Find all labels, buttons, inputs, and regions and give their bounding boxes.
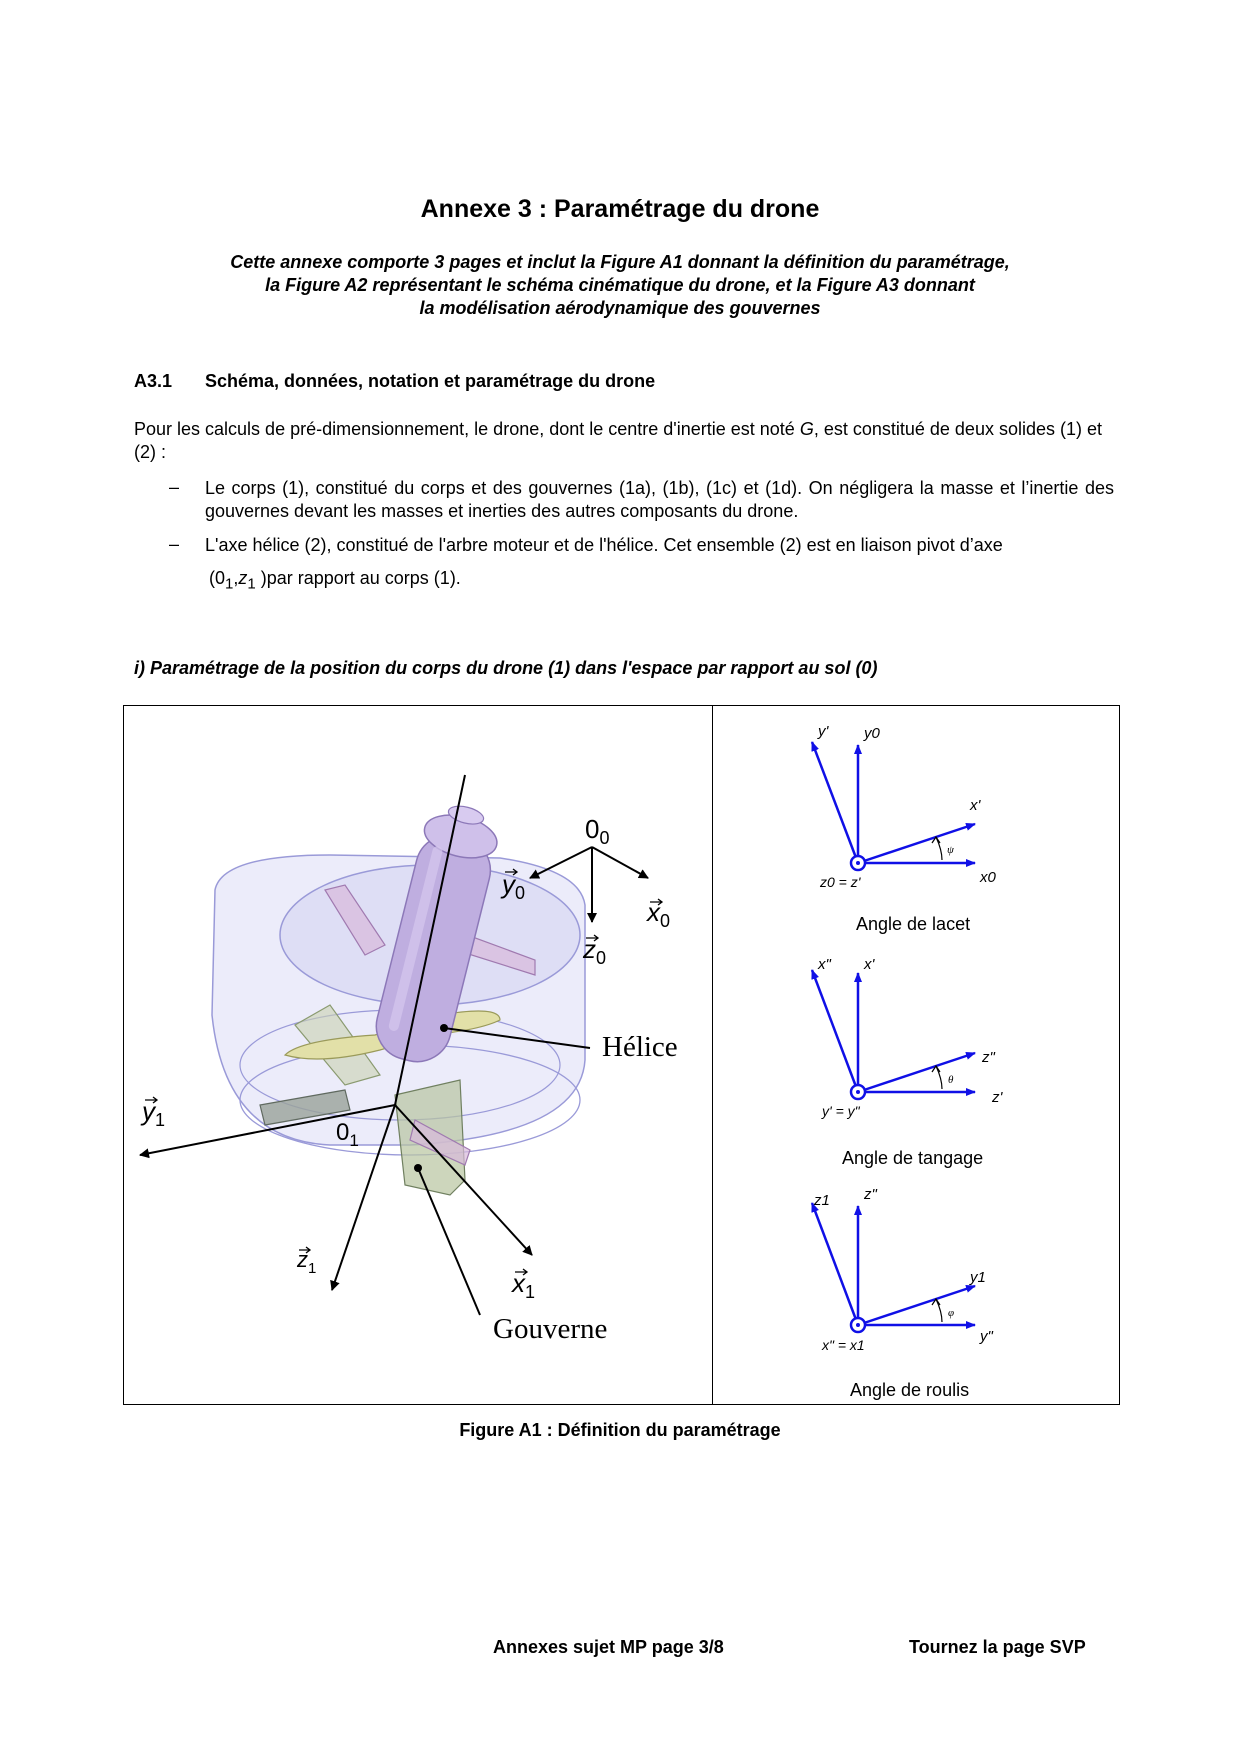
drone-drawing bbox=[140, 775, 648, 1315]
tangage-top-2: x' bbox=[864, 956, 875, 973]
pivot-open: (0 bbox=[209, 568, 226, 588]
label-y0: $y_0$ bbox=[502, 869, 526, 903]
label-z0: $z_0$ bbox=[583, 934, 607, 968]
page-title: Annexe 3 : Paramétrage du drone bbox=[420, 195, 820, 223]
intro-line-2: la Figure A2 représentant le schéma cinématique du drone, et la Figure A3 donnant bbox=[265, 275, 975, 295]
footer-page-number: Annexes sujet MP page 3/8 bbox=[493, 1637, 724, 1657]
roulis-top-2: z" bbox=[864, 1186, 877, 1203]
lacet-top-2: y0 bbox=[864, 725, 880, 742]
pivot-z: z bbox=[238, 568, 248, 588]
roulis-caption: Angle de roulis bbox=[850, 1380, 970, 1400]
pivot-comma: , bbox=[233, 568, 239, 588]
pivot-rest: par rapport au corps (1). bbox=[266, 568, 461, 588]
label-o0: $0_0$ bbox=[585, 814, 610, 848]
bullet-text-2: L'axe hélice (2), constitué de l'arbre moteur et de l'hélice. Cet ensemble (2) est en liaison pivot d’axe bbox=[205, 535, 1003, 555]
bullet-text-1: Le corps (1), constitué du corps et des gouvernes (1a), (1b), (1c) et (1d). On négligera la masse et l’inertie des gouvernes devant les masses et inerties des autres composants du drone. bbox=[205, 478, 1114, 521]
roulis-top-1: z1 bbox=[814, 1192, 830, 1209]
gouverne-leader-dot bbox=[414, 1164, 422, 1172]
paragraph-g: G bbox=[799, 419, 814, 439]
figure-caption: Figure A1 : Définition du paramétrage bbox=[459, 1420, 781, 1440]
bullet-marker-1: – bbox=[169, 477, 180, 497]
tangage-right-2: z' bbox=[992, 1089, 1003, 1106]
tangage-center: y' = y" bbox=[822, 1103, 860, 1119]
lacet-center: z0 = z' bbox=[820, 874, 861, 890]
roulis-center: x" = x1 bbox=[822, 1337, 865, 1353]
pivot-sub-1: 1 bbox=[225, 575, 234, 593]
axis-y0 bbox=[530, 847, 592, 878]
tangage-top-1: x" bbox=[818, 956, 831, 973]
axis-x0 bbox=[592, 847, 648, 878]
lacet-top-1: y' bbox=[818, 723, 829, 740]
label-z1: $z_1$ bbox=[297, 1247, 317, 1277]
section-title: Schéma, données, notation et paramétrage du drone bbox=[205, 371, 656, 391]
label-y1: $y_1$ bbox=[142, 1096, 166, 1130]
lacet-angle: ψ bbox=[947, 844, 954, 856]
tangage-angle: θ bbox=[948, 1074, 954, 1086]
lacet-right-1: x' bbox=[970, 797, 981, 814]
bullet-marker-2: – bbox=[169, 534, 180, 554]
section-number: A3.1 bbox=[134, 371, 173, 391]
pivot-sub-2: 1 bbox=[247, 575, 256, 593]
tangage-right-1: z" bbox=[982, 1049, 995, 1066]
intro-line-1: Cette annexe comporte 3 pages et inclut la Figure A1 donnant la définition du paramétrage, bbox=[230, 252, 1010, 272]
label-o1: $0_1$ bbox=[336, 1119, 359, 1150]
tangage-caption: Angle de tangage bbox=[842, 1148, 984, 1168]
pivot-close: ) bbox=[255, 568, 267, 588]
paragraph-part-1: Pour les calculs de pré-dimensionnement, le drone, dont le centre d'inertie est noté bbox=[134, 419, 800, 439]
label-x0: $x_0$ bbox=[647, 897, 671, 931]
footer-turn-page: Tournez la page SVP bbox=[909, 1637, 1086, 1657]
label-helice: Hélice bbox=[602, 1031, 678, 1063]
roulis-right-2: y" bbox=[980, 1328, 993, 1345]
helice-leader-dot bbox=[440, 1024, 448, 1032]
label-gouverne: Gouverne bbox=[493, 1313, 608, 1345]
paragraph-part-2: , est constitué de deux solides (1) et (2) : bbox=[134, 419, 1103, 462]
lacet-right-2: x0 bbox=[980, 869, 996, 886]
subsection-title: i) Paramétrage de la position du corps du drone (1) dans l'espace par rapport au sol (0) bbox=[134, 658, 878, 678]
roulis-angle: φ bbox=[948, 1307, 955, 1319]
roulis-right-1: y1 bbox=[970, 1269, 986, 1286]
lacet-caption: Angle de lacet bbox=[856, 914, 971, 934]
label-x1: $x_1$ bbox=[512, 1268, 536, 1302]
intro-line-3: la modélisation aérodynamique des gouvernes bbox=[419, 298, 821, 318]
